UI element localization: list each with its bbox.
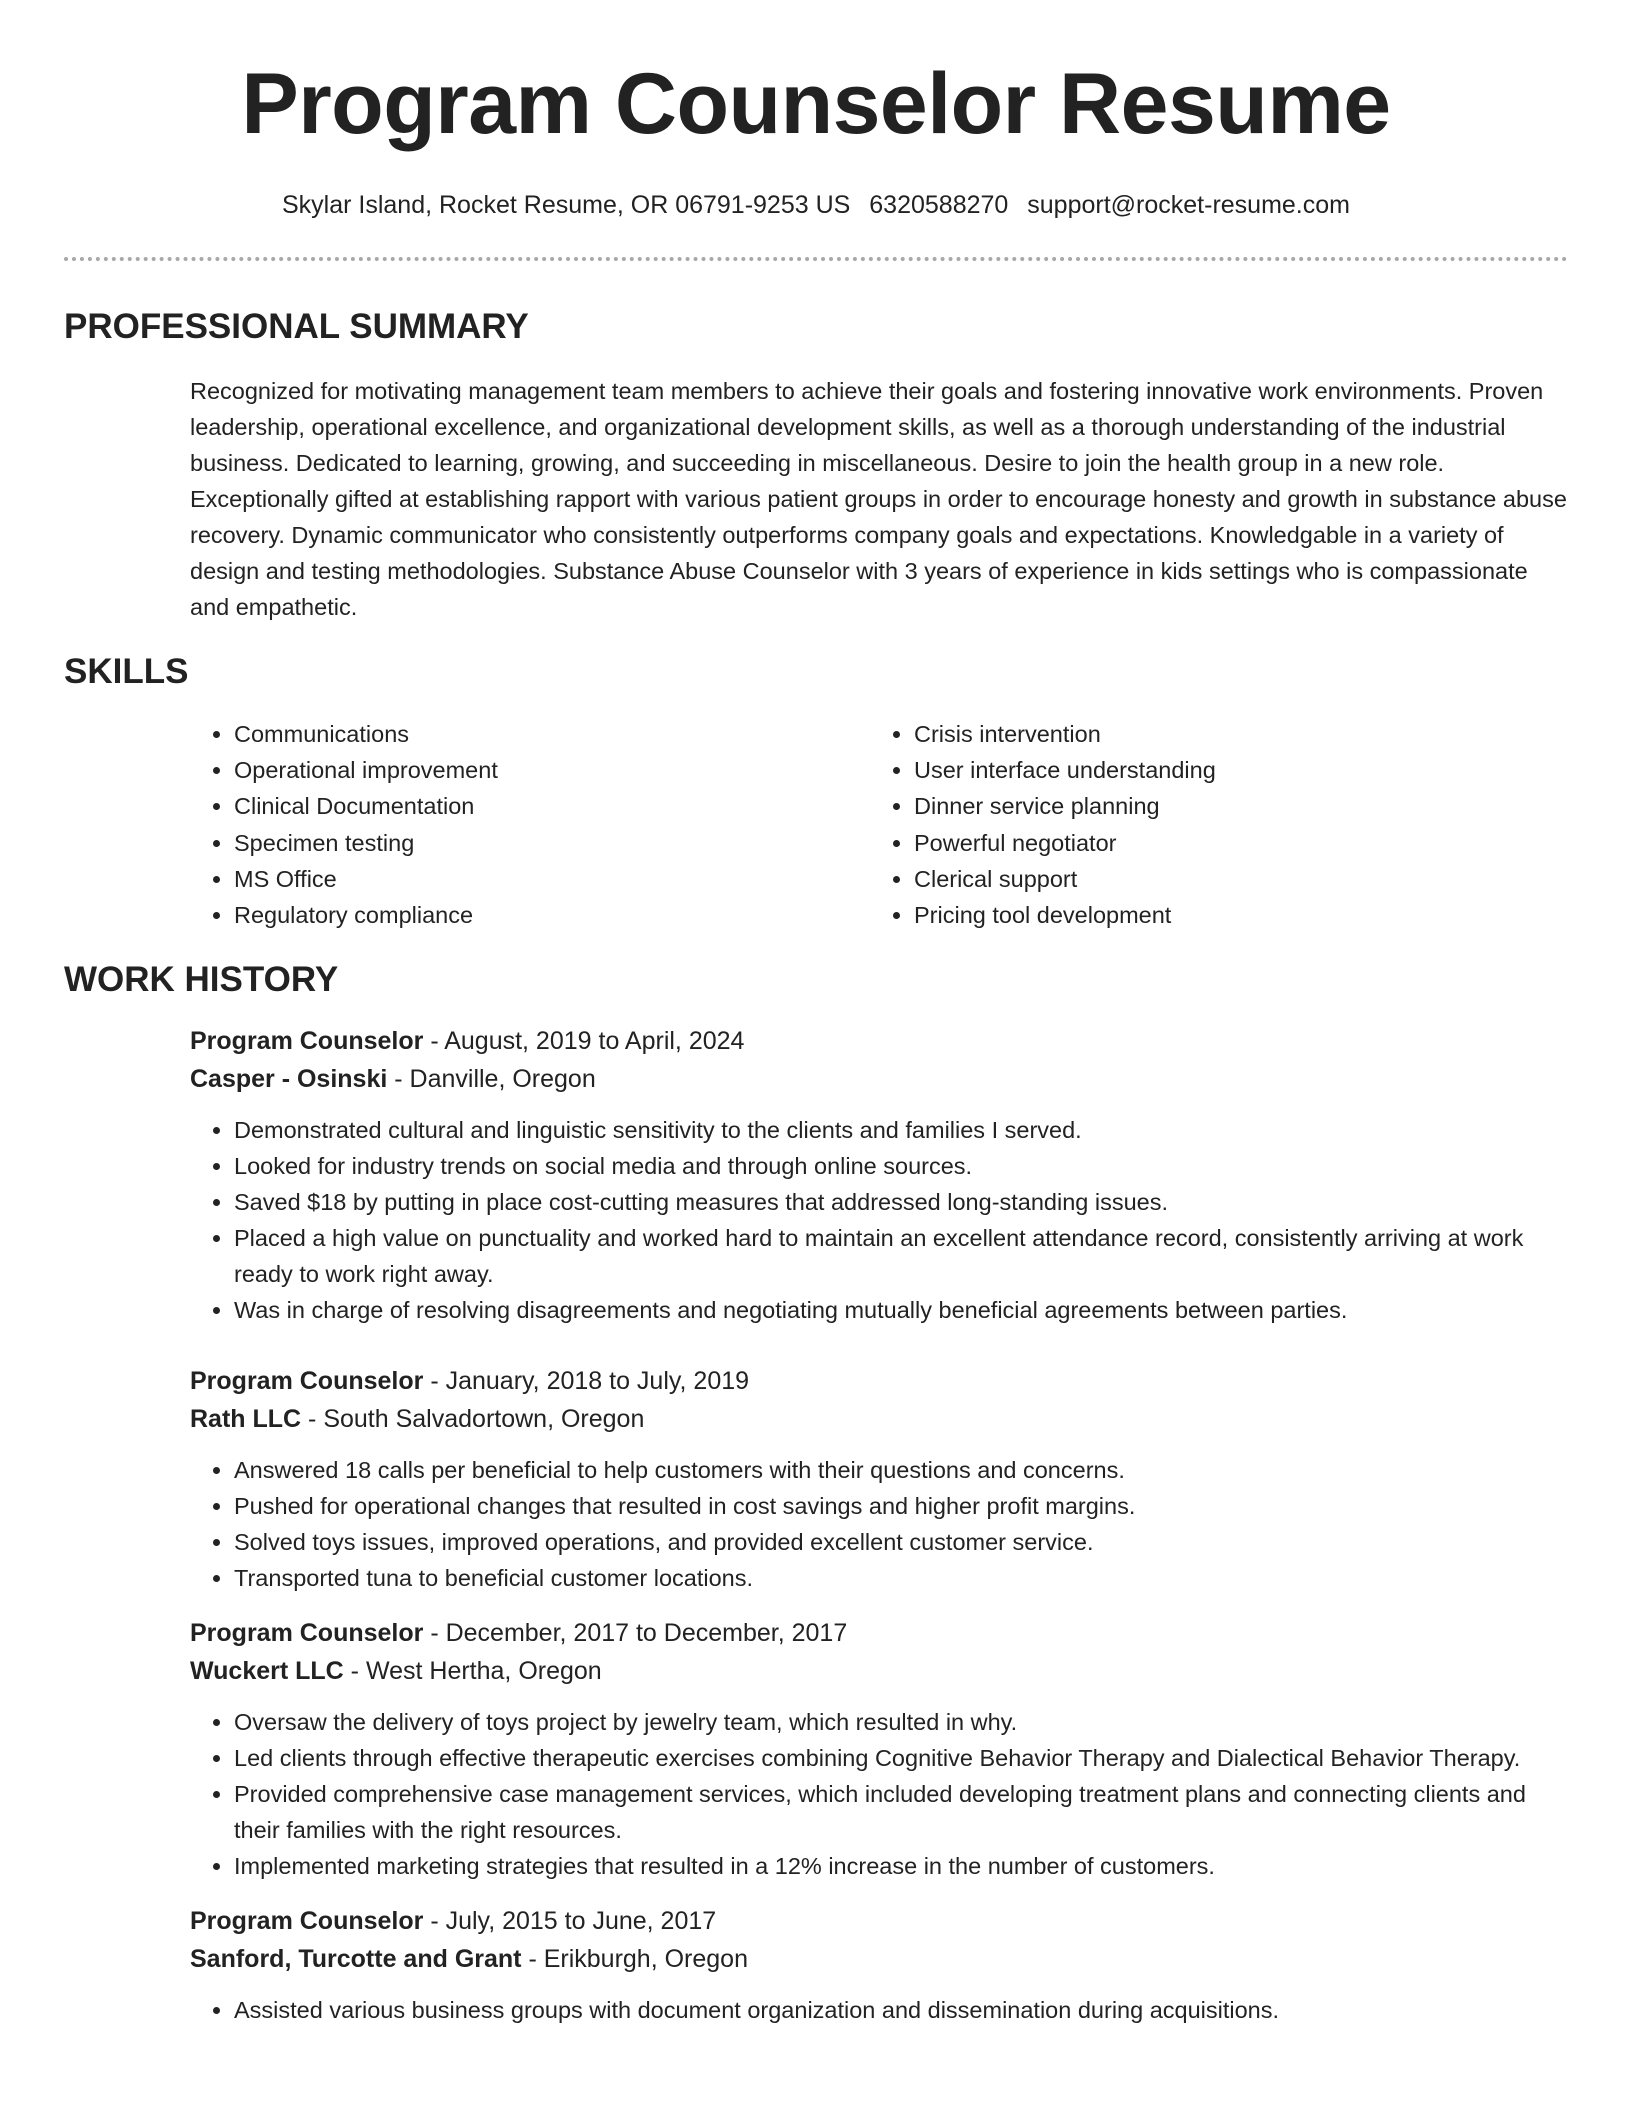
job-title: Program Counselor [190, 1619, 424, 1648]
job-title-line [190, 1614, 1568, 1652]
job-location: - Erikburgh, Oregon [521, 1945, 748, 1974]
job-bullet: • Pushed for operational changes that resulted in cost savings and higher profit margins. [234, 1488, 1568, 1524]
job-entry [190, 1362, 1568, 1596]
skills-heading: SKILLS [64, 652, 189, 691]
job-location: - Danville, Oregon [387, 1065, 596, 1094]
job-location: - South Salvadortown, Oregon [301, 1405, 645, 1434]
skill-item: • Crisis intervention [914, 716, 1550, 752]
job-company-line [190, 1060, 1568, 1098]
job-bullet: • Assisted various business groups with document organization and dissemination during acquisitions. [234, 1992, 1568, 2028]
job-title: Program Counselor [190, 1907, 424, 1936]
job-bullet: • Implemented marketing strategies that resulted in a 12% increase in the number of customers. [234, 1848, 1568, 1884]
job-bullet: • Demonstrated cultural and linguistic sensitivity to the clients and families I served. [234, 1112, 1568, 1148]
job-entry [190, 1614, 1568, 1884]
skill-item: • Communications [234, 716, 870, 752]
contact-email: support@rocket-resume.com [1027, 191, 1350, 219]
job-title-line [190, 1022, 1568, 1060]
job-bullet: • Transported tuna to beneficial customer locations. [234, 1560, 1568, 1596]
job-bullet: • Provided comprehensive case management services, which included developing treatment plans and connecting clients and their families with the right resources. [234, 1776, 1568, 1848]
job-bullet: • Looked for industry trends on social media and through online sources. [234, 1148, 1568, 1184]
job-entry [190, 1902, 1568, 2028]
skill-item: • Powerful negotiator [914, 825, 1550, 861]
job-company-line [190, 1400, 1568, 1438]
job-bullet: • Oversaw the delivery of toys project by jewelry team, which resulted in why. [234, 1704, 1568, 1740]
job-dates: - January, 2018 to July, 2019 [423, 1367, 750, 1396]
summary-text: Recognized for motivating management team members to achieve their goals and fostering innovative work environments. Proven leadership, operational excellence, and organizational development skills, as well as a thorough understanding of the industrial business. Dedicated to learning, growing, and succeeding in miscellaneous. Desire to join the health group in a new role. Exceptionally gifted at establishing rapport with various patient groups in order to encourage honesty and growth in substance abuse recovery. Dynamic communicator who consistently outperforms company goals and expectations. Knowledgable in a variety of design and testing methodologies. Substance Abuse Counselor with 3 years of experience in kids settings who is compassionate and empathetic. [190, 378, 1567, 620]
skills-column-left [190, 716, 870, 933]
job-company-line [190, 1940, 1568, 1978]
job-title-line [190, 1362, 1568, 1400]
job-title-line [190, 1902, 1568, 1940]
job-bullet: • Solved toys issues, improved operations, and provided excellent customer service. [234, 1524, 1568, 1560]
skill-item: • Clinical Documentation [234, 788, 870, 824]
page-title: Program Counselor Resume [241, 56, 1391, 152]
skill-item: • Pricing tool development [914, 897, 1550, 933]
job-title: Program Counselor [190, 1027, 424, 1056]
job-company-line [190, 1652, 1568, 1690]
contact-address: Skylar Island, Rocket Resume, OR 06791-9253 US [282, 191, 851, 219]
job-bullets [190, 1112, 1568, 1328]
job-bullet: • Saved $18 by putting in place cost-cutting measures that addressed long-standing issues. [234, 1184, 1568, 1220]
job-bullet: • Placed a high value on punctuality and worked hard to maintain an excellent attendance record, consistently arriving at work ready to work right away. [234, 1220, 1568, 1292]
job-bullets [190, 1992, 1568, 2028]
job-title: Program Counselor [190, 1367, 424, 1396]
job-dates: - August, 2019 to April, 2024 [423, 1027, 745, 1056]
job-dates: - December, 2017 to December, 2017 [423, 1619, 848, 1648]
job-bullet: • Led clients through effective therapeutic exercises combining Cognitive Behavior Therapy and Dialectical Behavior Therapy. [234, 1740, 1568, 1776]
contact-phone: 6320588270 [869, 191, 1009, 219]
summary-heading: PROFESSIONAL SUMMARY [64, 307, 529, 346]
skill-item: • Clerical support [914, 861, 1550, 897]
skill-item: • Regulatory compliance [234, 897, 870, 933]
skill-item: • Dinner service planning [914, 788, 1550, 824]
work-history-list [64, 1022, 1568, 2028]
skill-item: • User interface understanding [914, 752, 1550, 788]
job-company: Casper - Osinski [190, 1065, 388, 1094]
job-location: - West Hertha, Oregon [343, 1657, 602, 1686]
skills-column-right [870, 716, 1550, 933]
work-history-heading: WORK HISTORY [64, 960, 339, 1000]
job-company: Wuckert LLC [190, 1657, 344, 1686]
job-company: Rath LLC [190, 1405, 302, 1434]
header-divider [64, 257, 1568, 261]
job-bullet: • Was in charge of resolving disagreements and negotiating mutually beneficial agreements between parties. [234, 1292, 1568, 1328]
skill-item: • Specimen testing [234, 825, 870, 861]
job-bullets [190, 1452, 1568, 1596]
job-entry [190, 1022, 1568, 1328]
job-bullet: • Answered 18 calls per beneficial to help customers with their questions and concerns. [234, 1452, 1568, 1488]
skill-item: • MS Office [234, 861, 870, 897]
skill-item: • Operational improvement [234, 752, 870, 788]
contact-line [64, 190, 1568, 220]
skills-list [190, 716, 1568, 933]
job-dates: - July, 2015 to June, 2017 [423, 1907, 717, 1936]
job-company: Sanford, Turcotte and Grant [190, 1945, 522, 1974]
job-bullets [190, 1704, 1568, 1884]
